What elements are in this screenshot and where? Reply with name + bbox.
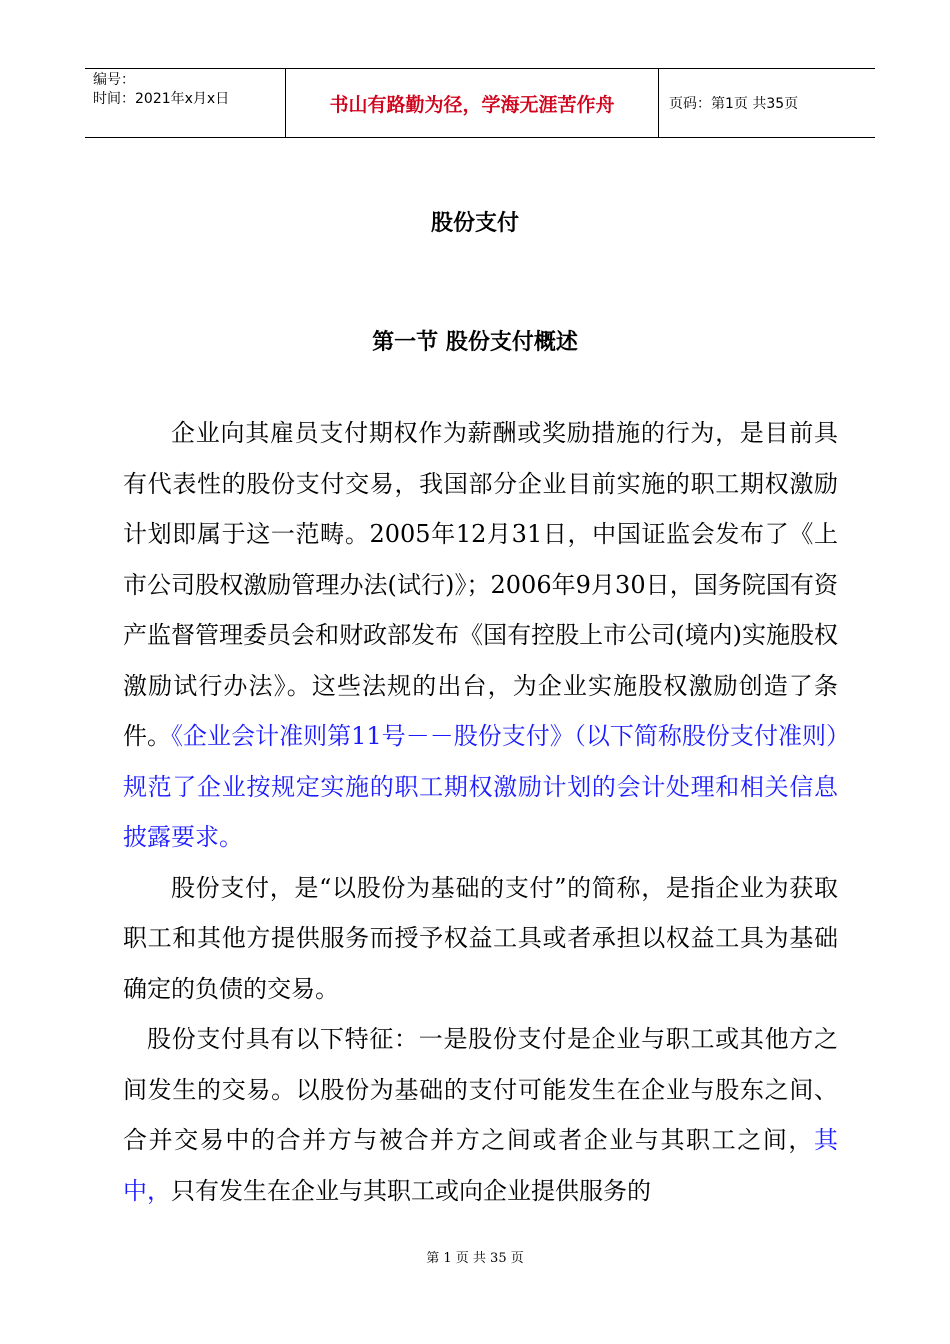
- header-meta: [85, 69, 285, 137]
- paragraph-2: 股份支付，是“以股份为基础的支付”的简称，是指企业为获取职工和其他方提供服务而授予权益工具或者承担以权益工具为基础确定的负债的交易。: [123, 873, 838, 1003]
- number-label: 编号：: [93, 72, 135, 88]
- paragraph-1-text: 企业向其雇员支付期权作为薪酬或奖励措施的行为，是目前具有代表性的股份支付交易，我国部分企业目前实施的职工期权激励计划即属于这一范畴。2005年12月31日，中国证监会发布了《上市公司股权激励管理办法(试行)》；2006年9月30日，国务院国有资产监督管理委员会和财政部发布《国有控股上市公司(境内)实施股权激励试行办法》。这些法规的出台，为企业实施股权激励创造了条件。: [123, 419, 838, 750]
- header-motto: 书山有路勤为径，学海无涯苦作舟: [285, 69, 659, 137]
- paragraph-1-highlight: 《企业会计准则第11号－－股份支付》（以下简称股份支付准则）规范了企业按规定实施的职工期权激励计划的会计处理和相关信息披露要求。: [123, 722, 838, 851]
- paragraph-3: [123, 1014, 838, 1216]
- document-body: [123, 408, 838, 1216]
- paragraph-3-tail: 只有发生在企业与其职工或向企业提供服务的: [171, 1176, 651, 1205]
- page-footer: 第 1 页 共 35 页: [426, 1251, 524, 1266]
- paragraph-3-highlight: 其中，: [123, 1126, 838, 1205]
- paragraph-1: [123, 408, 838, 863]
- section-title: 第一节 股份支付概述: [372, 330, 578, 355]
- document-title: 股份支付: [430, 211, 519, 236]
- header-table: [85, 68, 875, 138]
- time-label: 时间：2021年x月x日: [93, 91, 230, 107]
- paragraph-3-text: 股份支付具有以下特征：一是股份支付是企业与职工或其他方之间发生的交易。以股份为基础的支付可能发生在企业与股东之间、合并交易中的合并方与被合并方之间或者企业与其职工之间，: [123, 1025, 838, 1154]
- header-page-label: 页码：第1页 共35页: [669, 96, 799, 112]
